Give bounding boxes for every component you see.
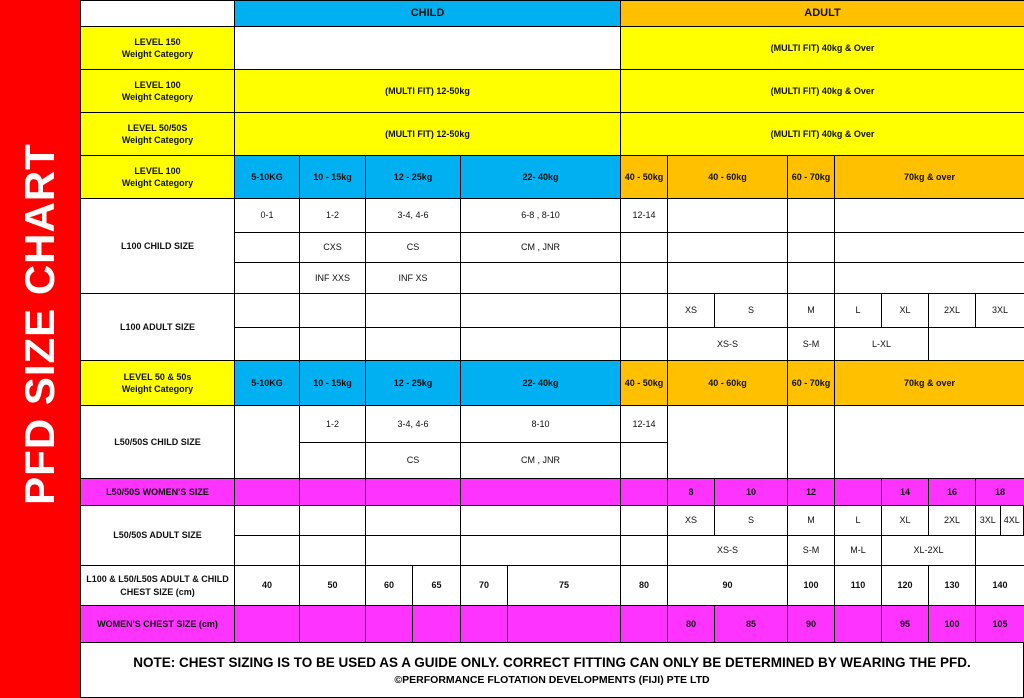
adult-size-cell: S	[714, 505, 788, 536]
chest-label: L100 & L50/L50S ADULT & CHILD CHEST SIZE (cm)	[80, 565, 235, 606]
empty-cell	[365, 605, 413, 643]
child-size-cell: CXS	[299, 232, 366, 263]
empty-cell	[234, 232, 300, 263]
empty-cell	[834, 605, 882, 643]
empty-cell	[620, 505, 668, 536]
empty-cell	[620, 327, 668, 361]
adult-size-cell: XL-2XL	[881, 535, 976, 566]
child-size-cell: 0-1	[234, 198, 300, 233]
child-size-cell: CM , JNR	[460, 232, 621, 263]
child-size-cell: 8-10	[460, 405, 621, 443]
empty-cell	[834, 478, 882, 506]
weight-cell: 10 - 15kg	[299, 360, 366, 406]
chest-cell: 140	[975, 565, 1024, 606]
weight-cell: 22- 40kg	[460, 360, 621, 406]
empty-cell	[928, 327, 1024, 361]
chest-cell: 65	[412, 565, 461, 606]
adult-size-cell: M-L	[834, 535, 882, 566]
l100-adult-label: L100 ADULT SIZE	[80, 293, 235, 361]
adult-size-cell: 3XL	[975, 293, 1024, 328]
women-chest-cell: 80	[667, 605, 715, 643]
level100-label: LEVEL 100 Weight Category	[80, 69, 235, 113]
empty-cell	[365, 327, 461, 361]
empty-cell	[620, 442, 668, 479]
level50-adult: (MULTI FIT) 40kg & Over	[620, 112, 1024, 156]
empty-cell	[234, 262, 300, 294]
child-size-cell: 1-2	[299, 405, 366, 443]
child-size-cell: 3-4, 4-6	[365, 405, 461, 443]
empty-cell	[460, 293, 621, 328]
women-size-cell: 18	[975, 478, 1024, 506]
note-text: NOTE: CHEST SIZING IS TO BE USED AS A GUIDE ONLY. CORRECT FITTING CAN ONLY BE DETERMINED BY WEARING THE PFD.	[133, 655, 971, 670]
women-size-cell: 8	[667, 478, 715, 506]
adult-size-cell: XS	[667, 505, 715, 536]
weight-cell: 60 - 70kg	[787, 360, 835, 406]
empty-cell	[834, 198, 1024, 233]
empty-cell	[620, 478, 668, 506]
level100-adult: (MULTI FIT) 40kg & Over	[620, 69, 1024, 113]
l50-child-label: L50/50S CHILD SIZE	[80, 405, 235, 479]
empty-cell	[365, 535, 461, 566]
empty-cell	[299, 505, 366, 536]
corner-cell	[80, 0, 235, 27]
adult-size-cell: 2XL	[928, 505, 976, 536]
empty-cell	[507, 605, 621, 643]
empty-cell	[299, 535, 366, 566]
women-chest-cell: 105	[975, 605, 1024, 643]
child-header: CHILD	[234, 0, 621, 27]
empty-cell	[834, 232, 1024, 263]
weight-cell: 12 - 25kg	[365, 155, 461, 199]
child-size-cell: CM , JNR	[460, 442, 621, 479]
level100-child: (MULTI FIT) 12-50kg	[234, 69, 621, 113]
weight-cell: 40 - 50kg	[620, 360, 668, 406]
copyright-text: ©PERFORMANCE FLOTATION DEVELOPMENTS (FIJI) PTE LTD	[394, 674, 710, 686]
empty-cell	[834, 405, 1024, 479]
adult-size-cell: 4XL	[1000, 505, 1024, 536]
child-size-cell: INF XS	[365, 262, 461, 294]
child-size-cell: 3-4, 4-6	[365, 198, 461, 233]
weight-cell: 70kg & over	[834, 155, 1024, 199]
empty-cell	[667, 405, 788, 479]
empty-cell	[460, 505, 621, 536]
l100-child-label: L100 CHILD SIZE	[80, 198, 235, 294]
weight-cell: 5-10KG	[234, 155, 300, 199]
adult-size-cell: XL	[881, 293, 929, 328]
chest-cell: 70	[460, 565, 508, 606]
weight-cell: 12 - 25kg	[365, 360, 461, 406]
size-chart-table	[80, 0, 1024, 698]
empty-cell	[834, 262, 1024, 294]
level150-adult: (MULTI FIT) 40kg & Over	[620, 26, 1024, 70]
empty-cell	[975, 535, 1024, 566]
chest-cell: 40	[234, 565, 300, 606]
adult-size-cell: XS	[667, 293, 715, 328]
weight-cell: 10 - 15kg	[299, 155, 366, 199]
adult-size-cell: L-XL	[834, 327, 929, 361]
child-size-cell: INF XXS	[299, 262, 366, 294]
women-chest-cell: 90	[787, 605, 835, 643]
women-size-cell: 10	[714, 478, 788, 506]
child-size-cell: 12-14	[620, 198, 668, 233]
empty-cell	[365, 505, 461, 536]
empty-cell	[234, 478, 300, 506]
level150-child	[234, 26, 621, 70]
empty-cell	[620, 535, 668, 566]
empty-cell	[365, 293, 461, 328]
weight-cell: 22- 40kg	[460, 155, 621, 199]
empty-cell	[460, 478, 621, 506]
level50-label: LEVEL 50/50S Weight Category	[80, 112, 235, 156]
adult-size-cell: 3XL	[975, 505, 1001, 536]
empty-cell	[787, 262, 835, 294]
empty-cell	[460, 605, 508, 643]
empty-cell	[667, 262, 788, 294]
level50_weights-label: LEVEL 50 & 50s Weight Category	[80, 360, 235, 406]
adult-size-cell: XS-S	[667, 535, 788, 566]
adult-size-cell: M	[787, 293, 835, 328]
child-size-cell: CS	[365, 232, 461, 263]
l50-adult-label: L50/50S ADULT SIZE	[80, 505, 235, 566]
empty-cell	[787, 198, 835, 233]
empty-cell	[299, 478, 366, 506]
women-chest-cell: 85	[714, 605, 788, 643]
chest-cell: 80	[620, 565, 668, 606]
side-title: PFD SIZE CHART	[16, 143, 63, 505]
empty-cell	[234, 505, 300, 536]
empty-cell	[234, 605, 300, 643]
empty-cell	[299, 327, 366, 361]
empty-cell	[299, 605, 366, 643]
child-size-cell: 12-14	[620, 405, 668, 443]
level150-label: LEVEL 150 Weight Category	[80, 26, 235, 70]
empty-cell	[620, 262, 668, 294]
child-size-cell: 1-2	[299, 198, 366, 233]
empty-cell	[299, 293, 366, 328]
empty-cell	[667, 232, 788, 263]
side-banner	[0, 0, 80, 698]
adult-size-cell: S-M	[787, 535, 835, 566]
adult-size-cell: 2XL	[928, 293, 976, 328]
chest-cell: 50	[299, 565, 366, 606]
weight-cell: 40 - 50kg	[620, 155, 668, 199]
adult-size-cell: L	[834, 505, 882, 536]
empty-cell	[460, 327, 621, 361]
empty-cell	[234, 327, 300, 361]
empty-cell	[787, 232, 835, 263]
adult-size-cell: L	[834, 293, 882, 328]
footer-note	[80, 642, 1024, 698]
chest-cell: 60	[365, 565, 413, 606]
empty-cell	[620, 293, 668, 328]
weight-cell: 40 - 60kg	[667, 155, 788, 199]
women-chest-cell: 100	[928, 605, 976, 643]
women-size-cell: 12	[787, 478, 835, 506]
women-size-cell: 14	[881, 478, 929, 506]
weight-cell: 5-10KG	[234, 360, 300, 406]
adult-header: ADULT	[620, 0, 1024, 27]
empty-cell	[234, 535, 300, 566]
empty-cell	[620, 605, 668, 643]
weight-cell: 70kg & over	[834, 360, 1024, 406]
adult-size-cell: S	[714, 293, 788, 328]
empty-cell	[234, 293, 300, 328]
empty-cell	[460, 262, 621, 294]
empty-cell	[460, 535, 621, 566]
empty-cell	[234, 405, 300, 479]
empty-cell	[365, 478, 461, 506]
empty-cell	[620, 232, 668, 263]
chest-cell: 100	[787, 565, 835, 606]
adult-size-cell: XS-S	[667, 327, 788, 361]
adult-size-cell: M	[787, 505, 835, 536]
chest-cell: 75	[507, 565, 621, 606]
empty-cell	[787, 405, 835, 479]
chest-cell: 130	[928, 565, 976, 606]
adult-size-cell: XL	[881, 505, 929, 536]
women-chest-cell: 95	[881, 605, 929, 643]
level100_weights-label: LEVEL 100 Weight Category	[80, 155, 235, 199]
women-size-cell: 16	[928, 478, 976, 506]
chest-cell: 120	[881, 565, 929, 606]
empty-cell	[667, 198, 788, 233]
level50-child: (MULTI FIT) 12-50kg	[234, 112, 621, 156]
chest-cell: 110	[834, 565, 882, 606]
child-size-cell: 6-8 , 8-10	[460, 198, 621, 233]
chest-cell: 90	[667, 565, 788, 606]
women-chest-label: WOMEN'S CHEST SIZE (cm)	[80, 605, 235, 643]
weight-cell: 40 - 60kg	[667, 360, 788, 406]
adult-size-cell: S-M	[787, 327, 835, 361]
weight-cell: 60 - 70kg	[787, 155, 835, 199]
l50-women-label: L50/50S WOMEN'S SIZE	[80, 478, 235, 506]
empty-cell	[299, 442, 366, 479]
child-size-cell: CS	[365, 442, 461, 479]
empty-cell	[412, 605, 461, 643]
